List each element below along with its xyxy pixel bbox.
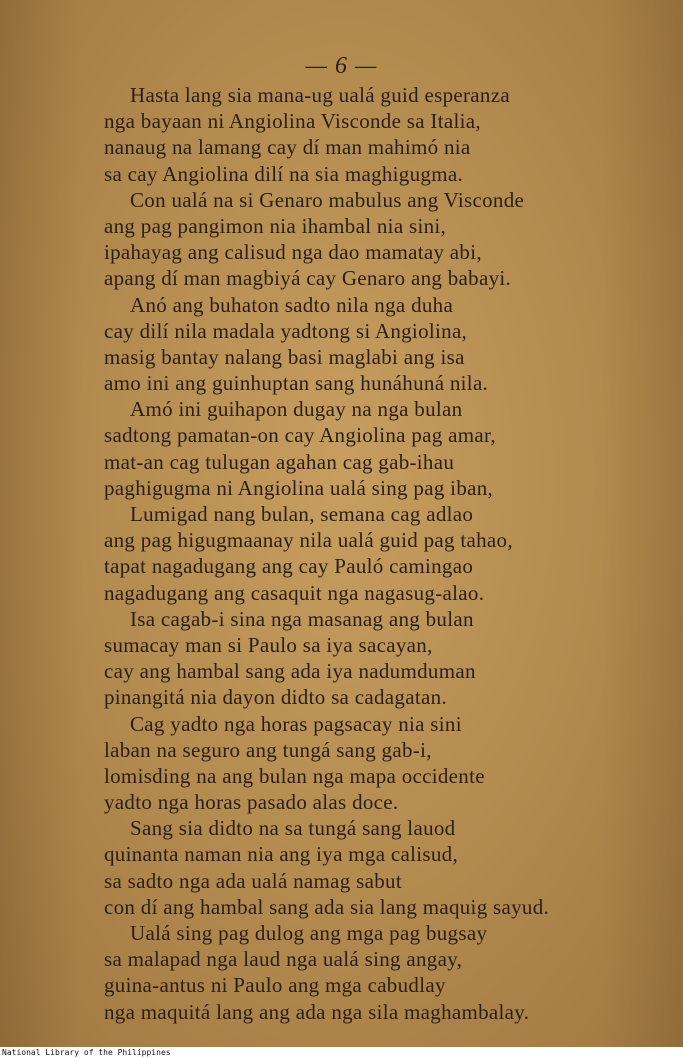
stanza-line: ang pag higugmaanay nila ualá guid pag tahao,	[104, 528, 513, 553]
stanza	[104, 711, 624, 816]
stanza-first-line: Sang sia didto na sa tungá sang lauod	[130, 816, 456, 841]
stanza	[104, 815, 624, 920]
stanza-line: mat-an cag tulugan agahan cag gab-ihau	[104, 449, 455, 474]
stanza-line: tapat nagadugang ang cay Pauló camingao	[104, 554, 474, 579]
stanza-line: nga bayaan ni Angiolina Visconde sa Italia,	[104, 109, 481, 134]
stanza-first-line: Cag yadto nga horas pagsacay nia sini	[130, 711, 462, 736]
stanza-first-line: Con ualá na si Genaro mabulus ang Visconde	[130, 187, 525, 212]
stanza-line: ipahayag ang calisud nga dao mamatay abi,	[104, 240, 482, 265]
stanza-line: amo ini ang guinhuptan sang hunáhuná nila.	[104, 371, 489, 396]
stanza-line: sumacay man si Paulo sa iya sacayan,	[104, 632, 433, 657]
stanza-line: laban na seguro ang tungá sang gab-i,	[104, 737, 432, 762]
stanza-first-line: Anó ang buhaton sadto nila nga duha	[130, 292, 454, 317]
stanza-line: sa cay Angiolina dilí na sia maghigugma.	[104, 161, 464, 186]
stanza-first-line: Isa cagab-i sina nga masanag ang bulan	[130, 606, 474, 631]
stanza-line: cay ang hambal sang ada iya nadumduman	[104, 659, 476, 684]
stanza	[104, 187, 624, 292]
library-credit: National Library of the Philippines	[2, 1048, 171, 1057]
stanza	[104, 920, 624, 1025]
stanza-line: nanaug na lamang cay dí man mahimó nia	[104, 135, 471, 160]
stanza-line: sa sadto nga ada ualá namag sabut	[104, 868, 402, 893]
stanza-line: nagadugang ang casaquit nga nagasug-alao.	[104, 580, 485, 605]
stanza	[104, 292, 624, 397]
stanza-line: pinangitá nia dayon didto sa cadagatan.	[104, 685, 447, 710]
stanza-line: nga maquitá lang ang ada nga sila maghambalay.	[104, 999, 530, 1024]
stanza-line: yadto nga horas pasado alas doce.	[104, 790, 399, 815]
stanza-first-line: Hasta lang sia mana-ug ualá guid esperanza	[130, 83, 510, 107]
stanza-line: cay dilí nila madala yadtong si Angiolina,	[104, 318, 468, 343]
stanza	[104, 82, 624, 187]
stanza-first-line: Ualá sing pag dulog ang mga pag bugsay	[130, 921, 488, 945]
stanza-line: paghigugma ni Angiolina ualá sing pag iban,	[104, 475, 494, 500]
stanza-line: sadtong pamatan-on cay Angiolina pag amar,	[104, 423, 496, 448]
stanza-line: sa malapad nga laud nga ualá sing angay,	[104, 947, 463, 972]
stanza	[104, 396, 624, 501]
stanza	[104, 501, 624, 606]
stanza-first-line: Lumigad nang bulan, semana cag adlao	[130, 502, 474, 526]
stanza-line: ang pag pangimon nia ihambal nia sini,	[104, 213, 447, 238]
stanza-line: quinanta naman nia ang iya mga calisud,	[104, 842, 459, 867]
page-number: — 6 —	[305, 53, 378, 79]
stanza-line: con dí ang hambal sang ada sia lang maquig sayud.	[104, 894, 550, 919]
poem-body	[104, 82, 624, 1025]
stanza	[104, 606, 624, 711]
stanza-line: lomisding na ang bulan nga mapa occidente	[104, 763, 485, 788]
stanza-line: guina-antus ni Paulo ang mga cabudlay	[104, 973, 446, 998]
stanza-line: apang dí man magbiyá cay Genaro ang babayi.	[104, 266, 512, 291]
stanza-first-line: Amó ini guihapon dugay na nga bulan	[130, 397, 463, 422]
stanza-line: masig bantay nalang basi maglabi ang isa	[104, 344, 465, 369]
